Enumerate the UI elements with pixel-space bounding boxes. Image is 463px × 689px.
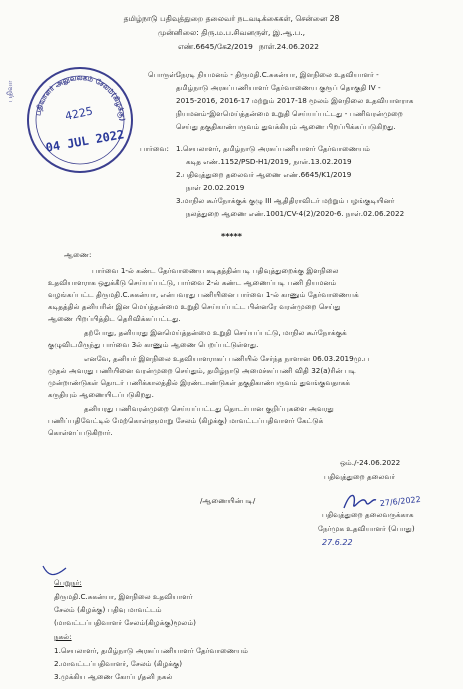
stamp-number: 4225	[63, 104, 95, 123]
reference-item: நாள் 20.02.2019	[186, 183, 245, 192]
recipients-label: பெறுநர்:	[54, 578, 82, 587]
order-p4-line: கொள்ளப்படுகிறார்.	[48, 428, 113, 437]
stamp-outer-text: பதிவாளர் அலுவலகம் சேலம்(கிழக்கு)	[34, 73, 127, 122]
header-date: நாள்.24.06.2022	[259, 42, 319, 51]
header-ref: எண்.6645/கே2/2019	[178, 42, 253, 51]
reference-item: 2.பதிவுத்துறை தலைவர் ஆணை எண்.6645/K1/2019	[176, 170, 352, 179]
subject-line: நியமனம்-இளமெய்த்தன்மை உறுதி செய்யப்பட்டது - பணிவரன்முறை	[176, 109, 403, 118]
subject-line: 2015-2016, 2016-17 மற்றும் 2017-18 மூலம் இளநிலை உதவியாளராக	[176, 96, 414, 105]
order-p4-line: தனியரது பணிவரன்முறை செய்யப்பட்டது தொடர்பான குறிப்புகளை அவரது	[84, 404, 334, 413]
copy-line: 1.செயலாளர், தமிழ்நாடு அரசுப்பணியாளர் தேர்வாணையம்	[54, 646, 249, 655]
subject-line: நேரடி நியமனம் - திருமதி.C.சுகன்யா, இளநிலை உதவியாளர் -	[176, 70, 379, 79]
signed-date: ஒம்./-24.06.2022	[340, 458, 401, 467]
signature-date: 27/6/2022	[379, 494, 422, 509]
recipient-line: திருமதி.C.சுகன்யா, இளநிலை உதவியாளர்	[54, 592, 193, 601]
signature2-line2: நேர்முக உதவியாளர் (பொது)	[318, 524, 415, 533]
order-p3-line: முன்றாண்டுகள் தொடர் பணிக்காலத்தில் இரண்டாண்டுகள் தகுதிகாண்பருவம் துவங்குவதாகக்	[48, 378, 350, 387]
reference-item: 3.மாநில கூர்நோக்குக் குழு III ஆதிதிராவிடர் மற்றும் பழங்குடியினர்	[176, 196, 395, 205]
order-label: ஆணை:	[64, 250, 92, 259]
order-p1-line: பார்வை 1-ல் கண்ட தேர்வாணைய கடிதத்தின்படி பதிவுத்துறைக்கு இளநிலை	[92, 266, 339, 275]
reference-item: 1.செயலாளர், தமிழ்நாடு அரசுப்பணியாளர் தேர்வாணையம்	[176, 144, 371, 153]
order-p1-line: உதவியாளராக ஒதுக்கீடு செய்யப்பட்டு, பார்வை 2-ல் கண்ட ஆணைப்படி பணி நியமனம்	[48, 278, 337, 287]
attestation: /ஆணையின்படி/	[200, 496, 256, 505]
copies-label: நகல்:	[54, 632, 72, 641]
copy-line: 3.முக்கிய ஆணை கோப்பு/தனி நகல்	[54, 672, 173, 681]
signature2-line1: பதிவுத்துறை தலைவருக்காக	[322, 510, 414, 519]
subject-label: பொருள்:	[148, 70, 179, 79]
subject-line: செய்து தகுதிகாண்பருவம் துவக்கியும் ஆணை பிறப்பிக்கப்படுகிறது.	[176, 122, 396, 131]
initial-mark: 27.6.22	[322, 538, 353, 547]
pen-mark-icon	[40, 562, 70, 582]
reference-item: கடித எண்.1152/PSD-H1/2019, நாள்.13.02.2019	[186, 157, 352, 166]
order-p1-line: கடிதத்தில் தனியரின் இன மெய்த்தன்மை உறுதி செய்யப்பட்ட பின்னரே வரன்முறை செய்து	[48, 302, 341, 311]
separator: *****	[221, 232, 242, 241]
recipient-line: சேலம் (கிழக்கு) பதிவு மாவட்டம்	[54, 605, 162, 614]
order-p2-line: குழுவிடமிருந்து பார்வை 3ல் காணும் ஆணை பெறப்பட்டுள்ளது.	[48, 340, 259, 349]
order-p3-line: முதல் அவரது பணியினை வரன்முறை செய்தும், தமிழ்நாடு அமைச்சுப்பணி விதி 32(a)ரின் படி	[48, 366, 356, 375]
order-p3-line: கருதியும் ஆணையிடப்படுகிறது.	[48, 390, 154, 399]
recipient-line: (மாவட்டப்பதிவாளர் சேலம்(கிழக்கு)மூலம்)	[54, 618, 196, 627]
signature1-designation: பதிவுத்துறை தலைவர்	[324, 472, 396, 481]
references-label: பார்வை:	[140, 144, 169, 153]
order-p1-line: வழங்கப்பட்ட திருமதி.C.சுகன்யா, என்பவரது பணியினை பார்வை 1-ல் காணும் தேர்வாணையக்	[48, 290, 359, 299]
subject-line: தமிழ்நாடு அரசுப்பணியாளர் தேர்வாணைய குரூப் தொகுதி IV -	[176, 83, 381, 92]
stamp-date: 04 JUL 2022	[44, 127, 126, 155]
stamp-left-mark: பதிவா	[6, 80, 14, 102]
order-p2-line: தற்போது, தனியரது இனமெய்த்தன்மை உறுதி செய்யப்பட்டு, மாநில கூர்நோக்குக்	[84, 328, 347, 337]
order-p3-line: எனவே, தனியர் இளநிலை உதவியாளராகப் பணியில் சேர்ந்த நாளான 06.03.2019மு.ப	[84, 354, 370, 363]
order-p1-line: ஆணை பிறப்பித்திட தெரிவிக்கப்பட்டது.	[48, 314, 181, 323]
reference-item: நலத்துறை ஆணை எண்.1001/CV-4(2)/2020-6. நாள்.02.06.2022	[186, 209, 405, 218]
order-p4-line: பணிப்பதிவேட்டில் மேற்கொள்ளுமாறு சேலம் (கிழக்கு) மாவட்டப்பதிவாளர் கேட்டுக்	[48, 416, 324, 425]
header-line2: முன்னிலை: திரு.ம.ப.சிவனருள், இ.ஆ.ப.,	[157, 28, 306, 37]
copy-line: 2.மாவட்டப்பதிவாளர், சேலம் (கிழக்கு)	[54, 659, 183, 668]
header-line1: தமிழ்நாடு பதிவுத்துறை தலைவர் நடவடிக்கைகள், சென்னை 28	[123, 14, 340, 23]
office-stamp	[20, 60, 136, 176]
